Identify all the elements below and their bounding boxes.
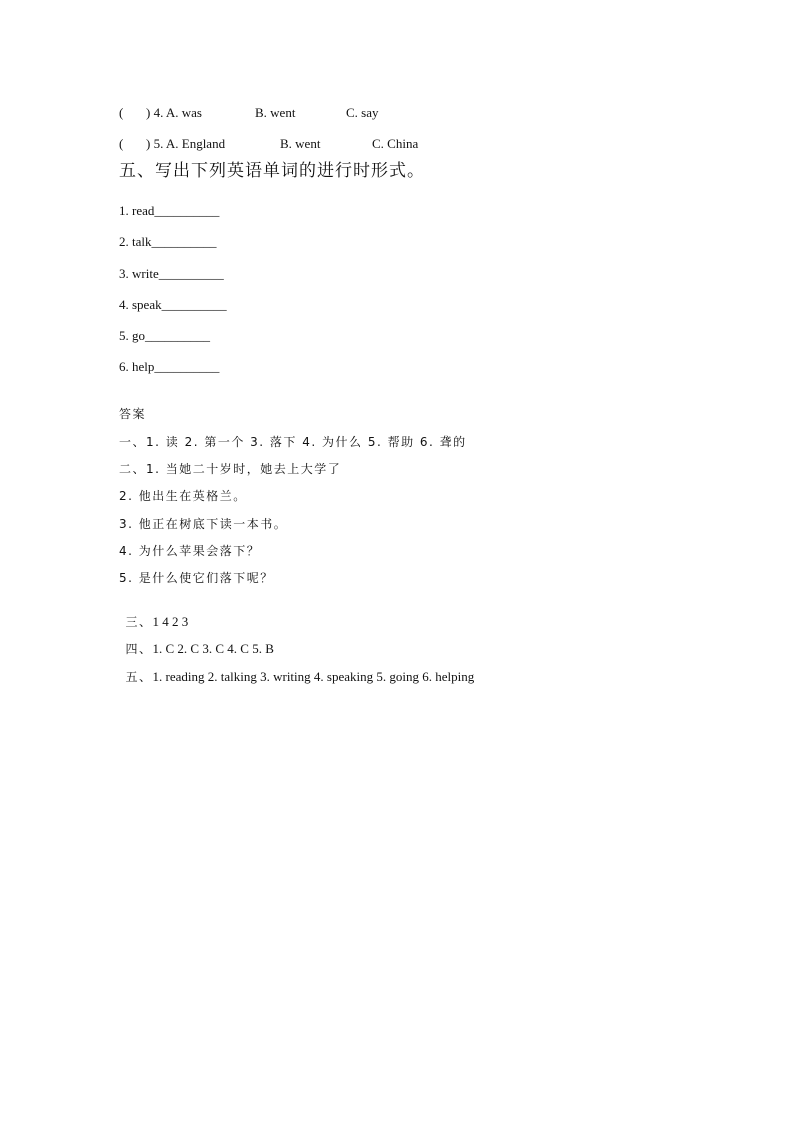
question-option-a: ) 4. A. was [146,105,202,120]
question-option-c: C. China [372,136,419,151]
answer-part-label: 三、 [125,615,153,629]
fill-blank-item: 3. write__________ [119,266,224,281]
mc-question-5 [119,136,519,152]
answer-part-2-line: 3. 他正在树底下读一本书。 [119,517,288,531]
fill-blank-item: 6. help__________ [119,359,220,374]
answer-part-text: 1. reading 2. talking 3. writing 4. speaking 5. going 6. helping [152,669,475,684]
answer-paren: ( [119,105,124,120]
answer-part-text: 1. C 2. C 3. C 4. C 5. B [152,641,274,656]
answer-part-5 [119,653,474,685]
fill-blank-item: 2. talk__________ [119,234,217,249]
section-title: 五、写出下列英语单词的进行时形式。 [119,161,425,181]
answers-heading: 答案 [119,407,147,421]
question-option-b: B. went [255,105,296,120]
fill-blank-item: 4. speak__________ [119,297,227,312]
answer-part-2-line: 2. 他出生在英格兰。 [119,489,247,503]
answer-part-label: 五、 [125,670,153,684]
fill-blank-item: 5. go__________ [119,328,210,343]
answer-part-2-line: 二、1. 当她二十岁时，她去上大学了 [119,462,342,476]
question-option-b: B. went [280,136,321,151]
answer-part-2-line: 5. 是什么使它们落下呢？ [119,571,274,585]
answer-part-text: 1 4 2 3 [152,614,189,629]
answer-part-1: 一、1. 读 2. 第一个 3. 落下 4. 为什么 5. 帮助 6. 聋的 [119,435,467,449]
answer-part-label: 四、 [125,642,153,656]
fill-blank-item: 1. read__________ [119,203,220,218]
mc-question-4 [119,105,519,121]
answer-part-2-line: 4. 为什么苹果会落下？ [119,544,261,558]
question-option-a: ) 5. A. England [146,136,226,151]
question-option-c: C. say [346,105,379,120]
answer-paren: ( [119,136,124,151]
